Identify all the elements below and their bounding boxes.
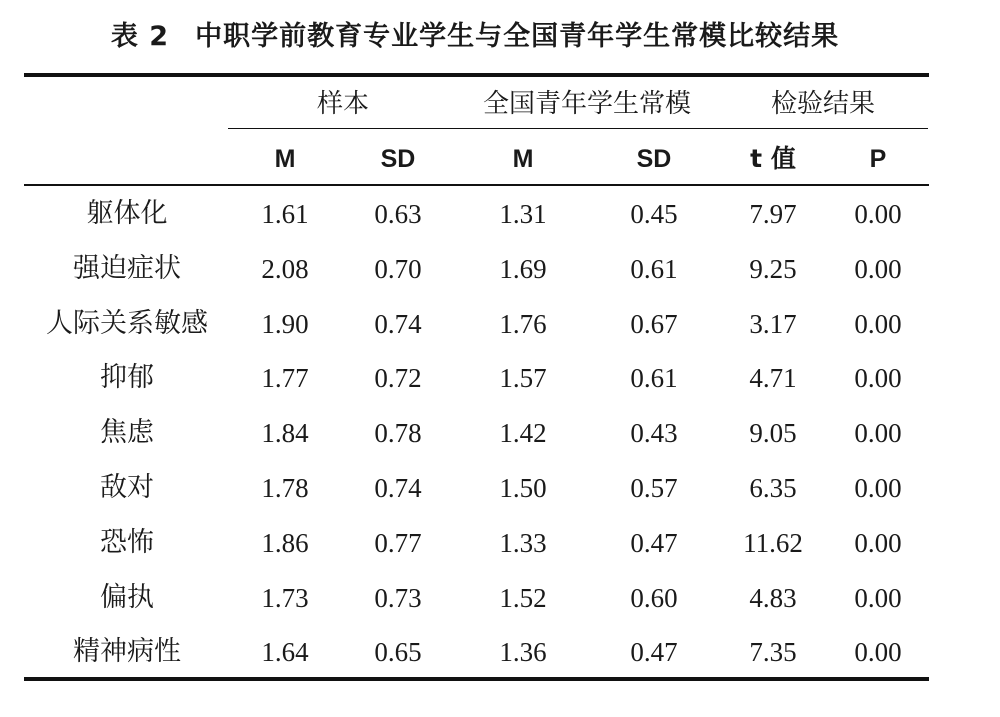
cell-p-value: 0.00	[854, 583, 902, 613]
cell-t-value: 4.71	[749, 363, 797, 393]
cell-t-value: 11.62	[743, 528, 803, 558]
column-header-norm-m: M	[512, 145, 534, 173]
row-label: 强迫症状	[73, 253, 181, 284]
cell-norm-m: 1.57	[499, 363, 547, 393]
cell-sample-m: 1.90	[261, 309, 309, 339]
cell-sample-m: 1.73	[261, 583, 309, 613]
cell-p-value: 0.00	[854, 363, 902, 393]
cell-sample-sd: 0.70	[374, 254, 422, 284]
cell-sample-m: 1.86	[261, 528, 309, 558]
column-header-sample-m: M	[274, 145, 296, 173]
cell-norm-m: 1.33	[499, 528, 547, 558]
cell-p-value: 0.00	[854, 254, 902, 284]
column-header-sample-sd: SD	[380, 145, 416, 173]
cell-sample-m: 1.84	[261, 418, 309, 448]
cell-sample-sd: 0.77	[374, 528, 422, 558]
cell-t-value: 3.17	[749, 309, 797, 339]
cell-t-value: 4.83	[749, 583, 797, 613]
cell-norm-sd: 0.67	[630, 309, 678, 339]
column-header-t-value: t 值	[750, 144, 796, 173]
table-caption	[0, 14, 950, 53]
group-header-rule	[228, 128, 928, 129]
cell-t-value: 7.97	[749, 199, 797, 229]
cell-t-value: 6.35	[749, 473, 797, 503]
cell-p-value: 0.00	[854, 473, 902, 503]
cell-sample-m: 1.78	[261, 473, 309, 503]
table-title: 中职学前教育专业学生与全国青年学生常模比较结果	[195, 21, 840, 52]
row-label: 敌对	[100, 472, 154, 503]
cell-norm-sd: 0.43	[630, 418, 678, 448]
cell-norm-sd: 0.61	[630, 363, 678, 393]
cell-sample-sd: 0.72	[374, 363, 422, 393]
row-label: 人际关系敏感	[46, 308, 208, 339]
group-header-sample: 样本	[316, 89, 369, 119]
row-label: 焦虑	[100, 417, 154, 448]
cell-norm-sd: 0.47	[630, 637, 678, 667]
cell-norm-m: 1.52	[499, 583, 547, 613]
cell-t-value: 9.05	[749, 418, 797, 448]
cell-norm-m: 1.36	[499, 637, 547, 667]
column-header-p: P	[869, 145, 887, 173]
bottom-rule	[24, 677, 929, 681]
cell-t-value: 7.35	[749, 637, 797, 667]
cell-norm-sd: 0.45	[630, 199, 678, 229]
row-label: 躯体化	[86, 198, 168, 229]
column-header-rule	[24, 184, 929, 186]
cell-sample-m: 2.08	[261, 254, 309, 284]
cell-norm-sd: 0.47	[630, 528, 678, 558]
row-label: 精神病性	[73, 636, 181, 667]
cell-norm-m: 1.76	[499, 309, 547, 339]
cell-sample-sd: 0.78	[374, 418, 422, 448]
cell-sample-sd: 0.73	[374, 583, 422, 613]
cell-p-value: 0.00	[854, 199, 902, 229]
cell-norm-sd: 0.57	[630, 473, 678, 503]
cell-sample-m: 1.61	[261, 199, 309, 229]
column-header-norm-sd: SD	[636, 145, 672, 173]
cell-sample-m: 1.64	[261, 637, 309, 667]
cell-norm-m: 1.50	[499, 473, 547, 503]
cell-p-value: 0.00	[854, 309, 902, 339]
cell-norm-m: 1.69	[499, 254, 547, 284]
row-label: 抑郁	[100, 362, 154, 393]
group-header-test: 检验结果	[770, 89, 875, 119]
top-rule	[24, 73, 929, 77]
table-number: 表 2	[110, 21, 170, 52]
cell-norm-sd: 0.61	[630, 254, 678, 284]
cell-p-value: 0.00	[854, 637, 902, 667]
cell-norm-m: 1.31	[499, 199, 547, 229]
group-header-norm: 全国青年学生常模	[482, 89, 691, 119]
cell-norm-m: 1.42	[499, 418, 547, 448]
row-label: 恐怖	[100, 527, 154, 558]
cell-norm-sd: 0.60	[630, 583, 678, 613]
cell-p-value: 0.00	[854, 418, 902, 448]
cell-sample-m: 1.77	[261, 363, 309, 393]
cell-sample-sd: 0.74	[374, 309, 422, 339]
cell-p-value: 0.00	[854, 528, 902, 558]
cell-t-value: 9.25	[749, 254, 797, 284]
cell-sample-sd: 0.65	[374, 637, 422, 667]
cell-sample-sd: 0.74	[374, 473, 422, 503]
row-label: 偏执	[100, 582, 154, 613]
cell-sample-sd: 0.63	[374, 199, 422, 229]
